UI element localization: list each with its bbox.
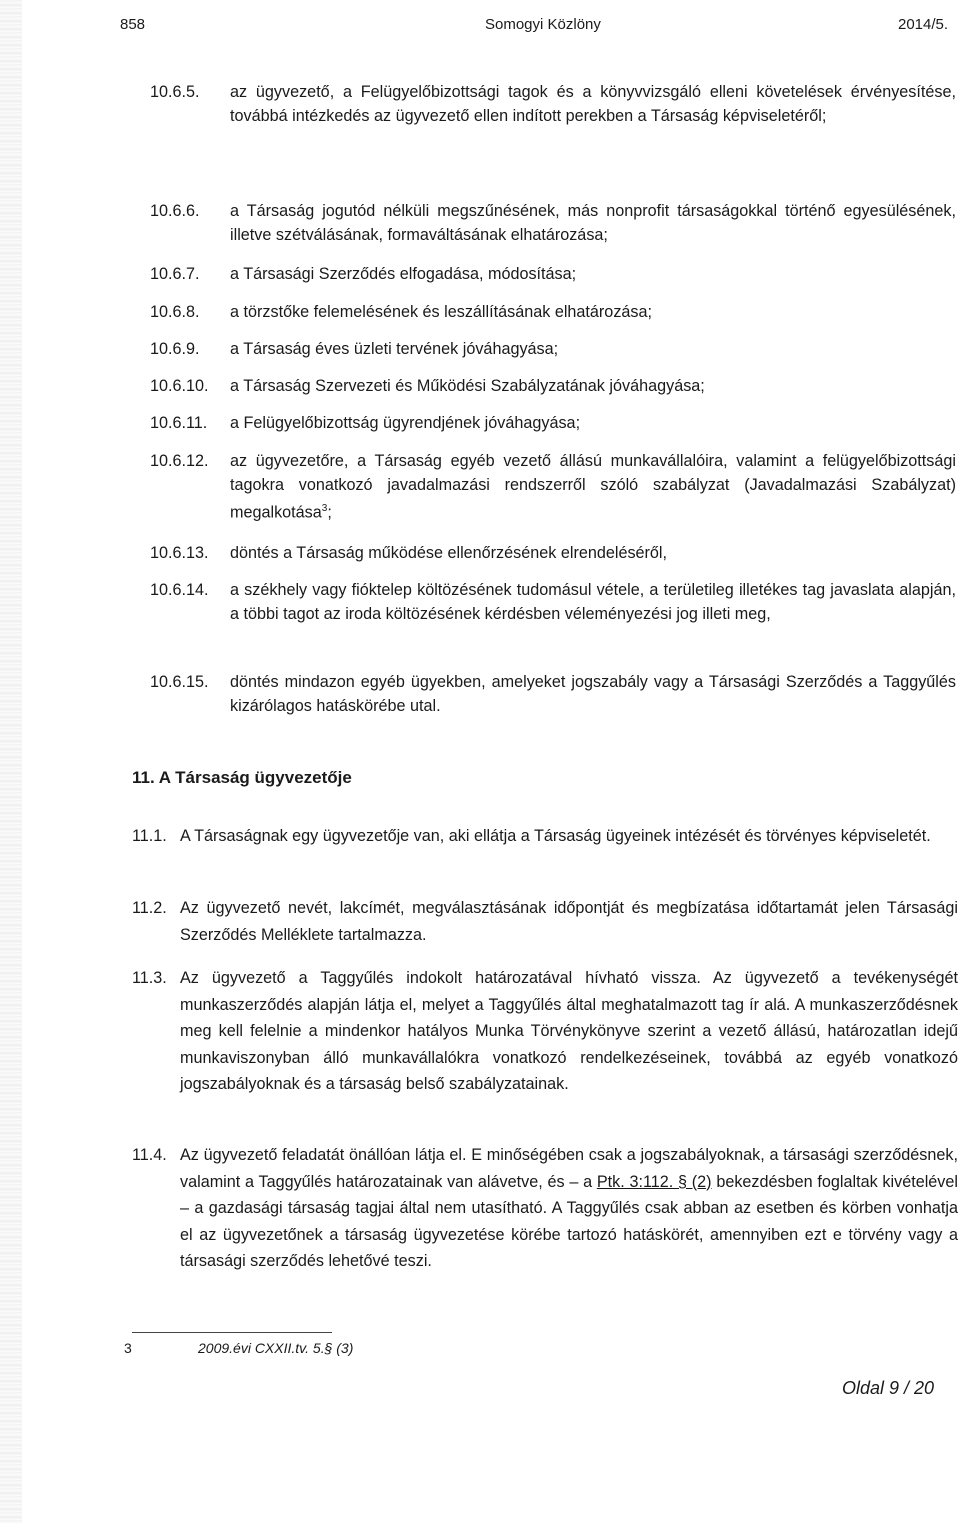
- item-number: 10.6.11.: [150, 414, 208, 432]
- item-number: 10.6.8.: [150, 303, 200, 321]
- section-item-number: 11.3.: [132, 969, 167, 987]
- header-issue: 2014/5.: [898, 16, 949, 33]
- list-item: [150, 578, 956, 626]
- item-text: a Társaság jogutód nélküli megszűnésének, más nonprofit társaságokkal történő egyesülésének, illetve szétválásának, formaváltásának elhatározása;: [230, 202, 956, 244]
- item-text: a Társasági Szerződés elfogadása, módosítása;: [230, 265, 577, 283]
- item-text: az ügyvezetőre, a Társaság egyéb vezető állású munkavállalóira, valamint a felügyelőbizottsági tagokra vonatkozó javadalmazási rendszerről szóló szabályzat (Javadalmazási Szabályzat) megalkotása$^3$;: [230, 452, 956, 522]
- footnote-text: 2009.évi CXXII.tv. 5.§ (3): [198, 1340, 354, 1356]
- section-item-text: Az ügyvezető nevét, lakcímét, megválasztásának időpontját és megbízatása időtartamát jelen Társasági Szerződés Melléklete tartalmazza.: [180, 899, 958, 944]
- item-text: a székhely vagy fióktelep költözésének tudomásul vétele, a területileg illetékes tag javaslata alapján, a többi tagot az iroda költözésének kérdésben véleményezési jog illeti meg,: [230, 581, 956, 623]
- section-item: [132, 823, 958, 850]
- list-item: [150, 670, 956, 718]
- list-item: [150, 541, 956, 565]
- list-item: [150, 337, 956, 361]
- item-text: döntés a Társaság működése ellenőrzésének elrendeléséről,: [230, 544, 668, 562]
- item-number: 10.6.9.: [150, 340, 200, 358]
- item-text: a Társaság Szervezeti és Működési Szabályzatának jóváhagyása;: [230, 377, 705, 395]
- item-text: a Társaság éves üzleti tervének jóváhagyása;: [230, 340, 559, 358]
- item-number: 10.6.12.: [150, 452, 209, 470]
- law-reference-link[interactable]: Ptk. 3:112. § (2): [596, 1172, 712, 1191]
- item-number: 10.6.15.: [150, 673, 209, 691]
- header-page-number: 858: [120, 16, 146, 33]
- section-item-text: Az ügyvezető feladatát önállóan látja el. E minőségében csak a jogszabályoknak, a társasági szerződésnek, valamint a Taggyűlés határozatainak van alávetve, és – a Ptk. 3:112. § (2) bekezdésben foglaltak kivételével – a gazdasági társaság tagjai által nem utasítható. A Taggyűlés csak abban az esetben és körben vonhatja el az ügyvezetőnek a társaság ügyvezetése körébe tartozó hatáskörét, amennyiben ezt e törvény vagy a társasági szerződés lehetővé teszi.: [180, 1146, 958, 1270]
- section-item: [132, 965, 958, 1098]
- section-item-text: A Társaságnak egy ügyvezetője van, aki ellátja a Társaság ügyeinek intézését és törvényes képviseletét.: [180, 827, 931, 845]
- section-item: [132, 895, 958, 948]
- section-item-number: 11.2.: [132, 899, 167, 917]
- footnote-number: 3: [124, 1340, 132, 1356]
- item-number: 10.6.10.: [150, 377, 209, 395]
- section-title: 11. A Társaság ügyvezetője: [132, 768, 352, 787]
- item-text: a Felügyelőbizottság ügyrendjének jóváhagyása;: [230, 414, 581, 432]
- scan-edge: [0, 0, 22, 1523]
- section-item-number: 11.4.: [132, 1146, 167, 1164]
- header-publication: Somogyi Közlöny: [485, 16, 601, 33]
- list-item: [150, 411, 956, 435]
- section-item: [132, 1142, 958, 1275]
- item-text: döntés mindazon egyéb ügyekben, amelyeket jogszabály vagy a Társasági Szerződés a Taggyűlés kizárólagos hatáskörébe utal.: [230, 673, 956, 715]
- item-text: az ügyvezető, a Felügyelőbizottsági tagok és a könyvvizsgáló elleni követelések érvényesítése, továbbá intézkedés az ügyvezető ellen indított perekben a Társaság képviseletéről;: [230, 83, 956, 125]
- item-number: 10.6.13.: [150, 544, 209, 562]
- footnote-ref[interactable]: 3: [321, 503, 328, 514]
- list-item: [150, 80, 956, 128]
- list-item: [150, 199, 956, 247]
- section-item-text: Az ügyvezető a Taggyűlés indokolt határozatával hívható vissza. Az ügyvezető a tevékenységét munkaszerződés alapján látja el, melyet a Taggyűlés által meghatalmazott tag ír alá. A munkaszerződésnek meg kell felelnie a mindenkor hatályos Munka Törvénykönyve szerint a vezető állású, határozatlan idejű munkaviszonyban álló munkavállalókra vonatkozó rendelkezéseinek, továbbá az egyéb vonatkozó jogszabályoknak és a társaság belső szabályzatainak.: [180, 969, 958, 1093]
- list-item: [150, 262, 956, 286]
- item-text: a törzstőke felemelésének és leszállításának elhatározása;: [230, 303, 653, 321]
- item-number: 10.6.7.: [150, 265, 200, 283]
- list-item: [150, 449, 956, 524]
- item-number: 10.6.14.: [150, 581, 209, 599]
- list-item: [150, 374, 956, 398]
- item-number: 10.6.5.: [150, 83, 200, 101]
- item-number: 10.6.6.: [150, 202, 200, 220]
- footnote-separator: [132, 1332, 332, 1333]
- section-item-number: 11.1.: [132, 827, 167, 845]
- page-number: Oldal 9 / 20: [842, 1378, 935, 1398]
- list-item: [150, 300, 956, 324]
